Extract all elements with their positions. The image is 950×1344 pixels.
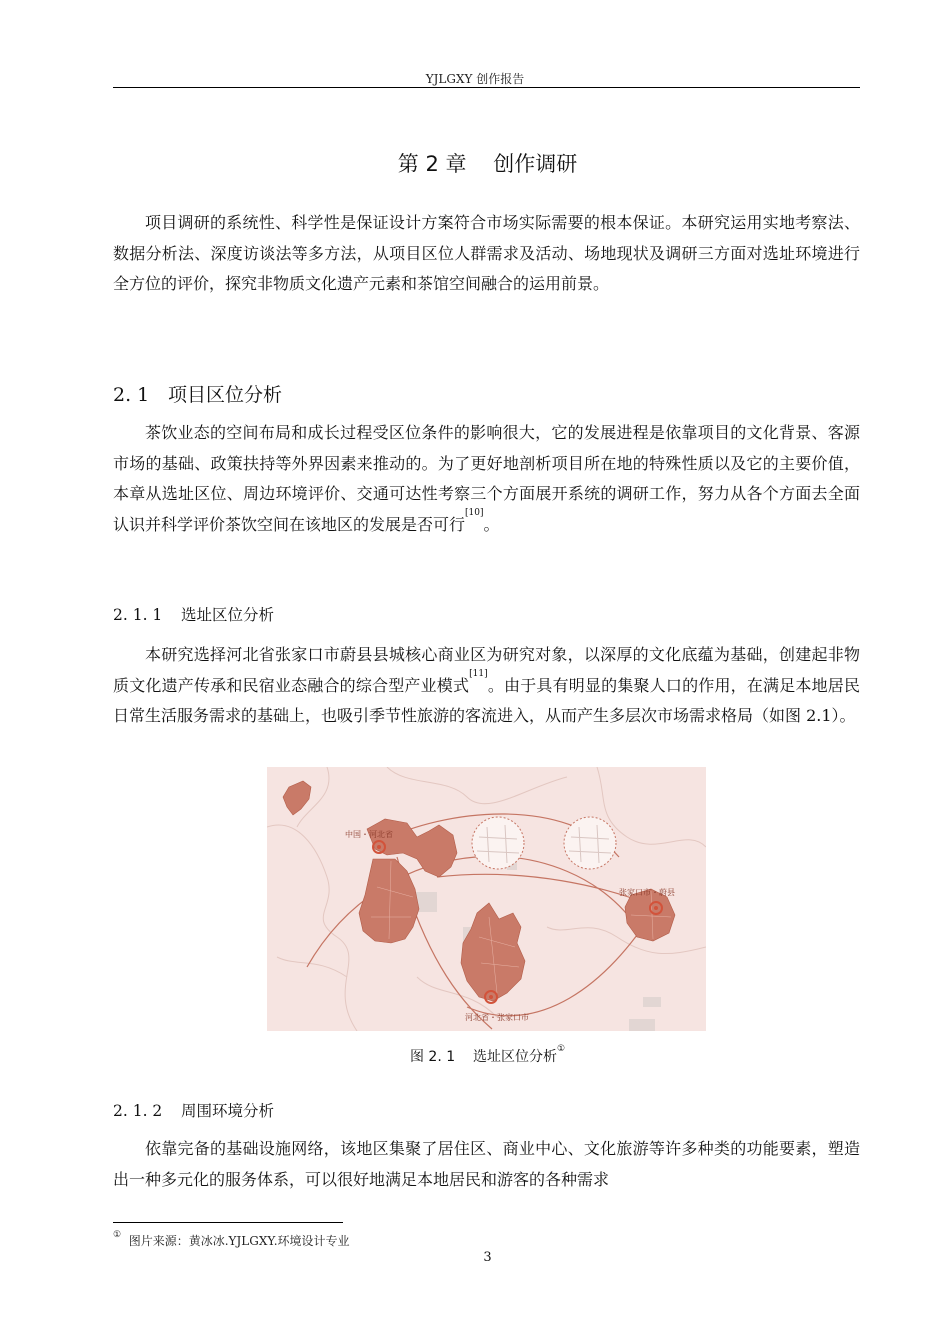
section-heading-2-1 xyxy=(113,380,282,407)
page-header: YJLGXY 创作报告 xyxy=(425,72,525,86)
section-2-1-2-paragraph: 依靠完备的基础设施网络，该地区集聚了居住区、商业中心、文化旅游等许多种类的功能要素，塑造出一种多元化的服务体系，可以很好地满足本地居民和游客的各种需求 xyxy=(113,1139,860,1189)
caption-title: 选址区位分析 xyxy=(472,1049,557,1065)
section-number: 2. 1. 1 xyxy=(113,606,163,624)
section-title: 项目区位分析 xyxy=(168,384,283,406)
header-rule xyxy=(113,87,860,88)
page-number: 3 xyxy=(483,1250,492,1265)
section-2-1-paragraph xyxy=(113,418,860,540)
citation-ref[interactable]: [10] xyxy=(465,507,484,518)
map-label-hebei: 中国・河北省 xyxy=(345,830,393,839)
section-title: 周围环境分析 xyxy=(181,1102,275,1120)
footnote-text: 图片来源：黄冰冰.YJLGXY.环境设计专业 xyxy=(128,1234,350,1248)
location-map xyxy=(267,767,706,1031)
section-number: 2. 1 xyxy=(113,384,150,406)
section-number: 2. 1. 2 xyxy=(113,1102,163,1120)
paragraph-text-continued: 。由于具有明显的集聚人口的作用，在满足本地居民日常生活服务需求的基础上，也吸引季节性旅游的客流进入，从而产生多层次市场需求格局（如图 2.1）。 xyxy=(113,675,860,726)
section-title: 选址区位分析 xyxy=(181,606,275,624)
chapter-title: 第 2 章 创作调研 xyxy=(397,152,578,176)
section-2-1-1-paragraph xyxy=(113,640,860,732)
footnote xyxy=(113,1232,350,1249)
location-map-figure xyxy=(267,767,706,1031)
map-label-yuxian: 张家口市・蔚县 xyxy=(619,888,675,897)
intro-paragraph: 项目调研的系统性、科学性是保证设计方案符合市场实际需要的根本保证。本研究运用实地考察法、数据分析法、深度访谈法等多方法，从项目区位人群需求及活动、场地现状及调研三方面对选址环境进行全方位的评价，探究非物质文化遗产元素和茶馆空间融合的运用前景。 xyxy=(113,213,860,294)
caption-number: 图 2. 1 xyxy=(409,1049,456,1065)
caption-footnote-mark[interactable]: ① xyxy=(556,1044,566,1054)
citation-ref[interactable]: [11] xyxy=(469,668,488,679)
paragraph-text: 本研究选择河北省张家口市蔚县县城核心商业区为研究对象，以深厚的文化底蕴为基础，创建起非物质文化遗产传承和民宿业态融合的综合型产业模式 xyxy=(113,645,860,695)
paragraph-end: 。 xyxy=(483,514,500,534)
section-heading-2-1-1 xyxy=(113,603,274,625)
footnote-rule xyxy=(113,1222,343,1223)
footnote-mark: ① xyxy=(113,1230,122,1240)
map-label-zhangjiakou: 河北省・张家口市 xyxy=(465,1013,529,1022)
figure-caption xyxy=(0,1046,950,1066)
paragraph-text: 茶饮业态的空间布局和成长过程受区位条件的影响很大，它的发展进程是依靠项目的文化背景、客源市场的基础、政策扶持等外界因素来推动的。为了更好地剖析项目所在地的特殊性质以及它的主要价值，本章从选址区位、周边环境评价、交通可达性考察三个方面展开系统的调研工作，努力从各个方面去全面认识并科学评价茶饮空间在该地区的发展是否可行 xyxy=(113,423,860,534)
section-heading-2-1-2 xyxy=(113,1099,274,1121)
